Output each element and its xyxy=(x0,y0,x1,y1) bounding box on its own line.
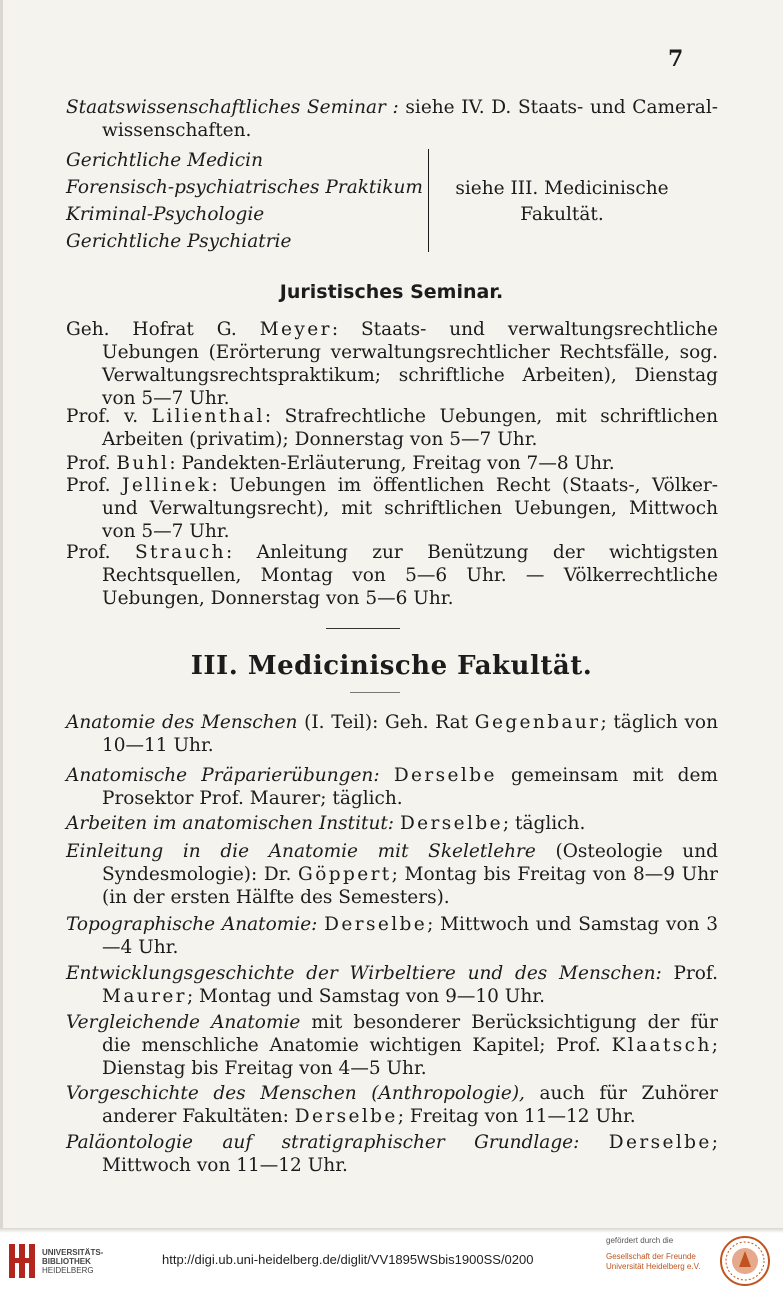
lecturer-name: Lilienthal xyxy=(151,406,265,427)
course-title: Vergleichende Anatomie xyxy=(66,1012,301,1033)
course-title: Arbeiten im anatomischen Institut: xyxy=(66,813,395,834)
library-logo-icon xyxy=(8,1241,38,1281)
entry-text: ; Montag bis Freitag von 8—9 Uhr (in der ersten Hälfte des Semesters). xyxy=(102,864,718,908)
entry-text xyxy=(579,1132,608,1153)
course-title: Vorgeschichte des Menschen (Anthropologie), xyxy=(66,1083,525,1104)
entry-text: : Strafrechtliche Uebungen, mit schriftlichen Arbeiten (privatim); Donnerstag von 5—7 Uhr. xyxy=(102,406,718,450)
cross-reference-line: Fakultät. xyxy=(520,204,604,225)
entry-text: ; Freitag von 11—12 Uhr. xyxy=(397,1106,636,1127)
permalink-url[interactable]: http://digi.ub.uni-heidelberg.de/diglit/VV1895WSbis1900SS/0200 xyxy=(162,1252,534,1267)
course-entry xyxy=(66,840,718,909)
lecturer-name: Derselbe xyxy=(294,1106,398,1127)
lecturer-title: Prof. xyxy=(66,542,135,563)
entry-text: ; Mittwoch von 11—12 Uhr. xyxy=(102,1132,719,1176)
section-heading: Juristisches Seminar. xyxy=(279,281,504,303)
university-seal-icon xyxy=(719,1235,771,1287)
cross-reference xyxy=(452,176,672,228)
course-title: Topographische Anatomie: xyxy=(66,914,318,935)
seminar-entry xyxy=(66,452,718,475)
sponsor-caption: gefördert durch die xyxy=(606,1236,674,1245)
lecturer-name: Strauch xyxy=(134,542,226,563)
course-title: Gerichtliche Medicin xyxy=(66,150,263,171)
course-title: Paläontologie auf stratigraphischer Grundlage: xyxy=(66,1132,580,1153)
staats-seminar-entry xyxy=(66,96,718,142)
course-entry xyxy=(66,1082,718,1128)
library-name-line: BIBLIOTHEK xyxy=(42,1257,91,1266)
lecturer-title: Geh. Hofrat G. xyxy=(66,319,260,340)
page-edge xyxy=(0,0,3,1233)
lecturer-name: Göppert xyxy=(298,864,392,885)
lecturer-name: Derselbe xyxy=(324,914,428,935)
entry-text xyxy=(380,765,394,786)
lecturer-name: Derselbe xyxy=(399,813,503,834)
library-name xyxy=(42,1248,103,1275)
entry-text: : Pandekten-Erläuterung, Freitag von 7—8 Uhr. xyxy=(169,453,615,474)
lecturer-name: Jellinek xyxy=(122,475,212,496)
course-title: Forensisch-psychiatrisches Praktikum xyxy=(66,177,423,198)
section-divider xyxy=(326,628,400,629)
seminar-entry xyxy=(66,318,718,410)
entry-text: ; täglich von 10—11 Uhr. xyxy=(102,712,718,756)
sponsor-name-line: Universität Heidelberg e.V. xyxy=(606,1261,701,1271)
lecturer-title: Prof. xyxy=(66,475,123,496)
cross-reference-line: siehe III. Medicinische xyxy=(455,178,669,199)
lecturer-title: Prof. xyxy=(66,453,117,474)
lecturer-name: Maurer xyxy=(102,986,187,1007)
course-entry xyxy=(66,913,718,959)
lecturer-title: Prof. v. xyxy=(66,406,152,427)
lecturer-name: Klaatsch xyxy=(611,1035,712,1056)
entry-text: ; täglich. xyxy=(502,813,586,834)
lecturer-name: Derselbe xyxy=(393,765,497,786)
library-name-line: UNIVERSITÄTS- xyxy=(42,1248,104,1257)
entry-text: mit besonderer Berücksichtigung der für die menschliche Anatomie wichtigen Kapitel; Prof. xyxy=(102,1012,718,1056)
faculty-heading: III. Medicinische Fakultät. xyxy=(190,651,593,681)
entry-text: Prof. xyxy=(661,963,718,984)
course-entry xyxy=(66,812,718,835)
entry-text: (I. Teil): Geh. Rat xyxy=(297,712,475,733)
entry-text: (Osteologie und Syndesmologie): Dr. xyxy=(102,841,718,885)
course-title: Entwicklungsgeschichte der Wirbeltiere und des Menschen: xyxy=(66,963,662,984)
course-title: Anatomische Präparierübungen: xyxy=(66,765,380,786)
library-name-line: HEIDELBERG xyxy=(42,1266,94,1275)
entry-text: gemeinsam mit dem Prosektor Prof. Maurer; täglich. xyxy=(102,765,718,809)
entry-text: ; Dienstag bis Freitag von 4—5 Uhr. xyxy=(102,1035,718,1079)
course-title: Anatomie des Menschen xyxy=(66,712,298,733)
entry-text: auch für Zuhörer anderer Fakultäten: xyxy=(102,1083,718,1127)
course-entry xyxy=(66,711,718,757)
lecturer-name: Gegenbaur xyxy=(474,712,601,733)
course-entry xyxy=(66,962,718,1008)
lecturer-name: Meyer xyxy=(259,319,332,340)
entry-text: : Anleitung zur Benützung der wichtigsten Rechtsquellen, Montag von 5—6 Uhr. — Völkerrechtliche Uebungen, Donnerstag von 5—6 Uhr. xyxy=(102,542,718,609)
sponsor-name xyxy=(606,1252,700,1271)
entry-text: ; Montag und Samstag von 9—10 Uhr. xyxy=(186,986,545,1007)
entry-text: : Uebungen im öffentlichen Recht (Staats-, Völker- und Verwaltungsrecht), mit schriftlichen Uebungen, Mittwoch von 5—7 Uhr. xyxy=(102,475,718,542)
lecturer-name: Derselbe xyxy=(608,1132,712,1153)
course-entry xyxy=(66,1131,718,1177)
course-title: Kriminal-Psychologie xyxy=(66,204,265,225)
lecturer-name: Buhl xyxy=(116,453,170,474)
seminar-entry xyxy=(66,541,718,610)
course-entry xyxy=(66,1011,718,1080)
entry-text: : Staats- und verwaltungsrechtliche Uebungen (Erörterung verwaltungsrechtlicher Rechtsfälle, sog. Verwaltungsrechtspraktikum; schriftliche Arbeiten), Dienstag von 5—7 Uhr. xyxy=(102,319,718,409)
page-number: 7 xyxy=(668,46,684,72)
course-title: Gerichtliche Psychiatrie xyxy=(66,231,292,252)
heading-rule xyxy=(350,692,400,693)
course-title: Einleitung in die Anatomie mit Skeletlehre xyxy=(66,841,536,862)
seminar-entry xyxy=(66,474,718,543)
brace-divider xyxy=(428,149,429,252)
course-entry xyxy=(66,764,718,810)
digitization-footer xyxy=(0,1233,783,1289)
seminar-entry xyxy=(66,405,718,451)
entry-text: ; Mittwoch und Samstag von 3—4 Uhr. xyxy=(102,914,719,958)
sponsor-name-line: Gesellschaft der Freunde xyxy=(606,1252,696,1261)
course-title: Staatswissenschaftliches Seminar : xyxy=(66,97,399,118)
course-reference: siehe IV. D. Staats- und Cameral-wissenschaften. xyxy=(102,97,718,141)
